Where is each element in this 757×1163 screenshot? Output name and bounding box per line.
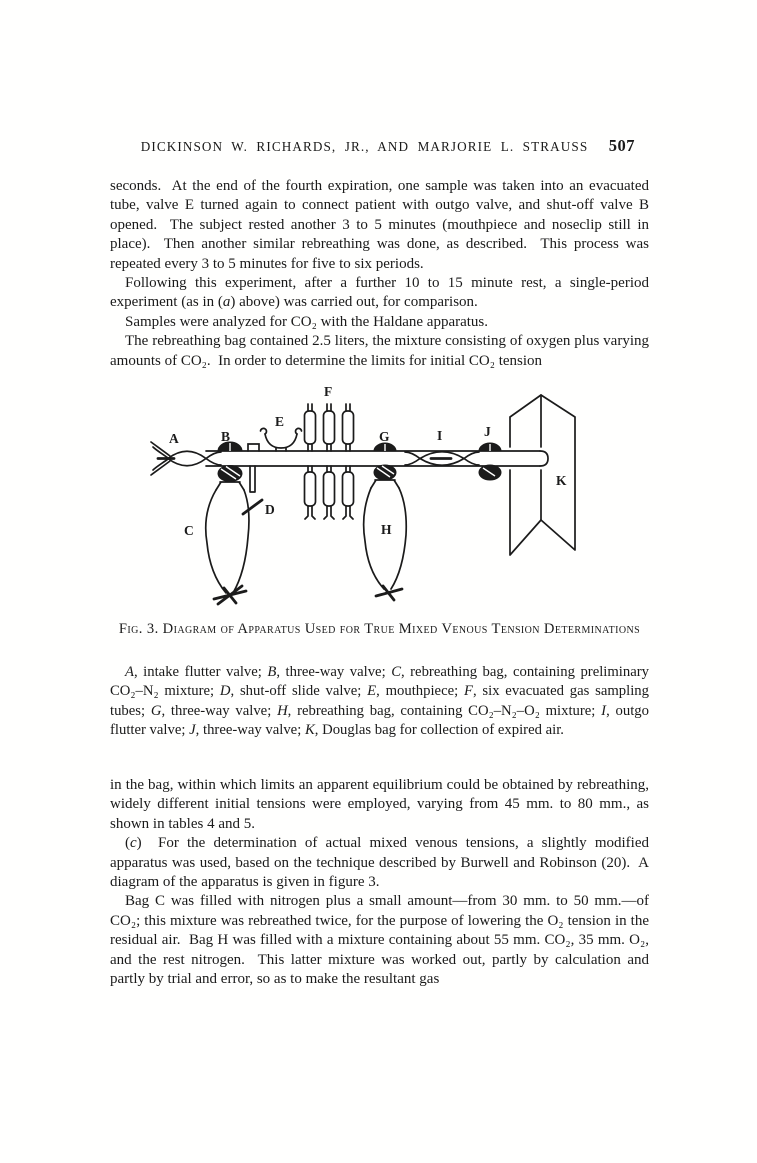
rebreathing-bag-c <box>206 482 249 604</box>
paragraph-bag-c: Bag C was filled with nitrogen plus a small amount—from 30 mm. to 50 mm.—of CO₂; this mixture was rebreathed twice, for the purpose of lowering the O₂ tension in the residual air. Bag H was filled with a mixture containing about 55 mm. CO₂, 35 mm. O₂, and the rest nitrogen. This latter mixture was worked out, partly by calculation and partly by trial and error, so as to make the resultant gas <box>110 893 649 988</box>
paragraph-following-experiment: Following this experiment, after a further 10 to 15 minute rest, a single-period experiment (as in (a) above) was carried out, for comparison. <box>110 275 649 311</box>
slide-valve <box>243 444 262 514</box>
figure-caption: Fig. 3. Diagram of Apparatus Used for True Mixed Venous Tension Determinations <box>118 621 641 637</box>
body-top <box>110 177 649 371</box>
figure-3 <box>148 383 618 618</box>
label-d: D <box>265 502 275 517</box>
rebreathing-bag-h <box>364 480 407 600</box>
main-tube <box>206 451 548 466</box>
running-head <box>110 136 649 159</box>
label-f: F <box>324 384 333 399</box>
label-c: C <box>184 523 194 538</box>
authors-line: DICKINSON W. RICHARDS, JR., AND MARJORIE L. STRAUSS <box>140 139 589 154</box>
outgo-flutter-valve <box>405 452 479 466</box>
legend-text: A, intake flutter valve; B, three-way valve; C, rebreathing bag, containing preliminary CO₂–N₂ mixture; D, shut-off slide valve; E, mouthpiece; F, six evacuated gas sampling tubes; G, three-way valve; H, rebreathing bag, containing CO₂–N₂–O₂ mixture; I, outgo flutter valve; J, three-way valve; K, Douglas bag for collection of expired air. <box>110 664 649 738</box>
paragraph-c-determination: (c) For the determination of actual mixed venous tensions, a slightly modified apparatus was used, based on the technique described by Burwell and Robinson (20). A diagram of the apparatus is given in figure 3. <box>110 835 649 891</box>
paragraph-in-the-bag: in the bag, within which limits an apparent equilibrium could be obtained by rebreathing, widely different initial tensions were employed, varying from 45 mm. to 80 mm., as shown in tables 4 and 5. <box>110 777 649 832</box>
intake-flutter-valve <box>151 442 221 475</box>
three-way-valve-j <box>479 443 501 480</box>
paragraph-rebreathing-bag: The rebreathing bag contained 2.5 liters, the mixture consisting of oxygen plus varying amounts of CO₂. In order to determine the limits for initial CO₂ tension <box>110 333 649 369</box>
label-a: A <box>169 431 179 446</box>
apparatus-diagram <box>148 383 618 618</box>
label-b: B <box>221 429 231 444</box>
label-h: H <box>381 522 392 537</box>
mouthpiece <box>261 428 302 451</box>
page-number: 507 <box>608 136 635 155</box>
body-bottom <box>110 776 649 989</box>
three-way-valve-b <box>218 442 242 482</box>
paragraph-samples: Samples were analyzed for CO₂ with the Haldane apparatus. <box>125 313 489 330</box>
label-j: J <box>484 424 491 439</box>
sampling-tubes <box>305 404 354 519</box>
figure-legend <box>110 663 649 740</box>
label-k: K <box>556 473 567 488</box>
three-way-valve-g <box>374 443 396 480</box>
label-i: I <box>437 428 443 443</box>
label-g: G <box>379 429 390 444</box>
label-e: E <box>275 414 285 429</box>
paragraph-continuation: seconds. At the end of the fourth expiration, one sample was taken into an evacuated tube, valve E turned again to connect patient with outgo valve, and shut-off valve B opened. The subject rested another 3 to 5 minutes (mouthpiece and noseclip still in place). Then another similar rebreathing was done, as described. This process was repeated every 3 to 5 minutes for five to six periods. <box>110 178 649 272</box>
